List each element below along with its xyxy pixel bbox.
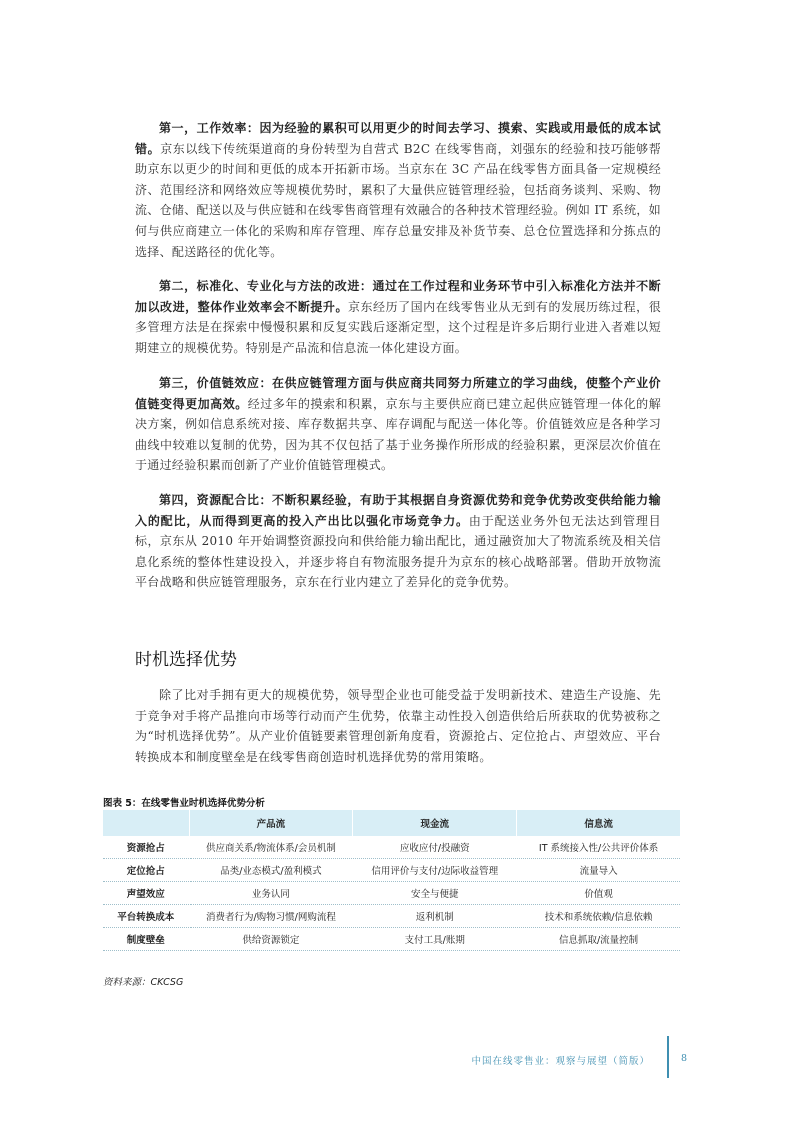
paragraph-lead: 第四，资源配合比：不断积累经验，有助于其根据自身资源优势和竞争优势改变供给能力输入的配比，从而得到更高的投入产出比以强化市场竞争力。 xyxy=(135,493,661,528)
table-cell: 消费者行为/购物习惯/网购流程 xyxy=(189,905,353,928)
table-cell: 信息抓取/流量控制 xyxy=(517,928,681,951)
table-cell: IT 系统接入性/公共评价体系 xyxy=(517,836,681,859)
table-cell: 支付工具/账期 xyxy=(353,928,517,951)
paragraph-work-efficiency xyxy=(135,118,661,262)
timing-advantage-table xyxy=(103,810,681,951)
paragraph-lead: 第一，工作效率：因为经验的累积可以用更少的时间去学习、摸索、实践或用最低的成本试错。 xyxy=(135,121,661,156)
paragraph-body: 京东经历了国内在线零售业从无到有的发展历练过程，很多管理方法是在探索中慢慢积累和反复实践后逐渐定型，这个过程是许多后期行业进入者难以短期建立的规模优势。特别是产品流和信息流一体化建设方面。 xyxy=(135,299,661,355)
table-header-cell: 信息流 xyxy=(517,810,681,836)
table-cell: 供应商关系/物流体系/会员机制 xyxy=(189,836,353,859)
section-title: 时机选择优势 xyxy=(135,650,237,670)
table-cell: 技术和系统依赖/信息依赖 xyxy=(517,905,681,928)
table-cell: 价值观 xyxy=(517,882,681,905)
table-cell: 业务认同 xyxy=(189,882,353,905)
table-row xyxy=(103,836,681,859)
table-cell: 安全与便捷 xyxy=(353,882,517,905)
paragraph-lead: 第三，价值链效应：在供应链管理方面与供应商共同努力所建立的学习曲线，使整个产业价值链变得更加高效。 xyxy=(135,376,661,411)
table-row-label: 制度壁垒 xyxy=(103,928,189,951)
paragraph-body: 经过多年的摸索和积累，京东与主要供应商已建立起供应链管理一体化的解决方案，例如信息系统对接、库存数据共享、库存调配与配送一体化等。价值链效应是各种学习曲线中较难以复制的优势，因为其不仅包括了基于业务操作所形成的经验积累，更深层次价值在于通过经验积累而创新了产业价值链管理模式。 xyxy=(135,396,661,473)
table-row-label: 定位抢占 xyxy=(103,859,189,882)
table-row xyxy=(103,882,681,905)
table-cell: 应收应付/投融资 xyxy=(353,836,517,859)
table-header-cell: 现金流 xyxy=(353,810,517,836)
figure-source: 资料来源：CKCSG xyxy=(103,977,184,988)
paragraph-body: 京东以线下传统渠道商的身份转型为自营式 B2C 在线零售商，刘强东的经验和技巧能够帮助京东以更少的时间和更低的成本开拓新市场。当京东在 3C 产品在线零售方面具备一定规模经济、范围经济和网络效应等规模优势时，累积了大量供应链管理经验，包括商务谈判、采购、物流、仓储、配送以及与供应链和在线零售商管理有效融合的各种技术管理经验。例如 IT 系统，如何与供应商建立一体化的采购和库存管理、库存总量安排及补货节奏、总仓位置选择和分拣点的选择、配送路径的优化等。 xyxy=(135,141,661,259)
table-row xyxy=(103,905,681,928)
table-header-row xyxy=(103,810,681,836)
table-cell: 流量导入 xyxy=(517,859,681,882)
paragraph-standardization xyxy=(135,276,661,358)
table-row-label: 声望效应 xyxy=(103,882,189,905)
paragraph-resource-ratio xyxy=(135,490,661,593)
table-cell: 信用评价与支付/边际收益管理 xyxy=(353,859,517,882)
figure-caption: 图表 5：在线零售业时机选择优势分析 xyxy=(103,798,265,809)
paragraph-body: 由于配送业务外包无法达到管理目标，京东从 2010 年开始调整资源投向和供给能力输出配比，通过融资加大了物流系统及相关信息化系统的整体性建设投入，并逐步将自有物流服务提升为京东的核心战略部署。借助开放物流平台战略和供应链管理服务，京东在行业内建立了差异化的竞争优势。 xyxy=(135,513,661,590)
table-header-cell xyxy=(103,810,189,836)
table-row xyxy=(103,928,681,951)
paragraph-value-chain xyxy=(135,373,661,476)
table-cell: 供给资源锁定 xyxy=(189,928,353,951)
footer-report-title: 中国在线零售业：观察与展望（简版） xyxy=(471,1056,650,1067)
table-header-cell: 产品流 xyxy=(189,810,353,836)
table-row-label: 资源抢占 xyxy=(103,836,189,859)
footer-divider xyxy=(667,1036,669,1078)
table-cell: 品类/业态模式/盈利模式 xyxy=(189,859,353,882)
table-cell: 返利机制 xyxy=(353,905,517,928)
paragraph-lead: 第二，标准化、专业化与方法的改进：通过在工作过程和业务环节中引入标准化方法并不断加以改进，整体作业效率会不断提升。 xyxy=(135,279,661,314)
table-row xyxy=(103,859,681,882)
paragraph-timing-advantage: 除了比对手拥有更大的规模优势，领导型企业也可能受益于发明新技术、建造生产设施、先于竞争对手将产品推向市场等行动而产生优势，依靠主动性投入创造供给后所获取的优势被称之为“时机选择优势”。从产业价值链要素管理创新角度看，资源抢占、定位抢占、声望效应、平台转换成本和制度壁垒是在线零售商创造时机选择优势的常用策略。 xyxy=(135,688,661,764)
page-number: 8 xyxy=(681,1053,688,1064)
table-row-label: 平台转换成本 xyxy=(103,905,189,928)
